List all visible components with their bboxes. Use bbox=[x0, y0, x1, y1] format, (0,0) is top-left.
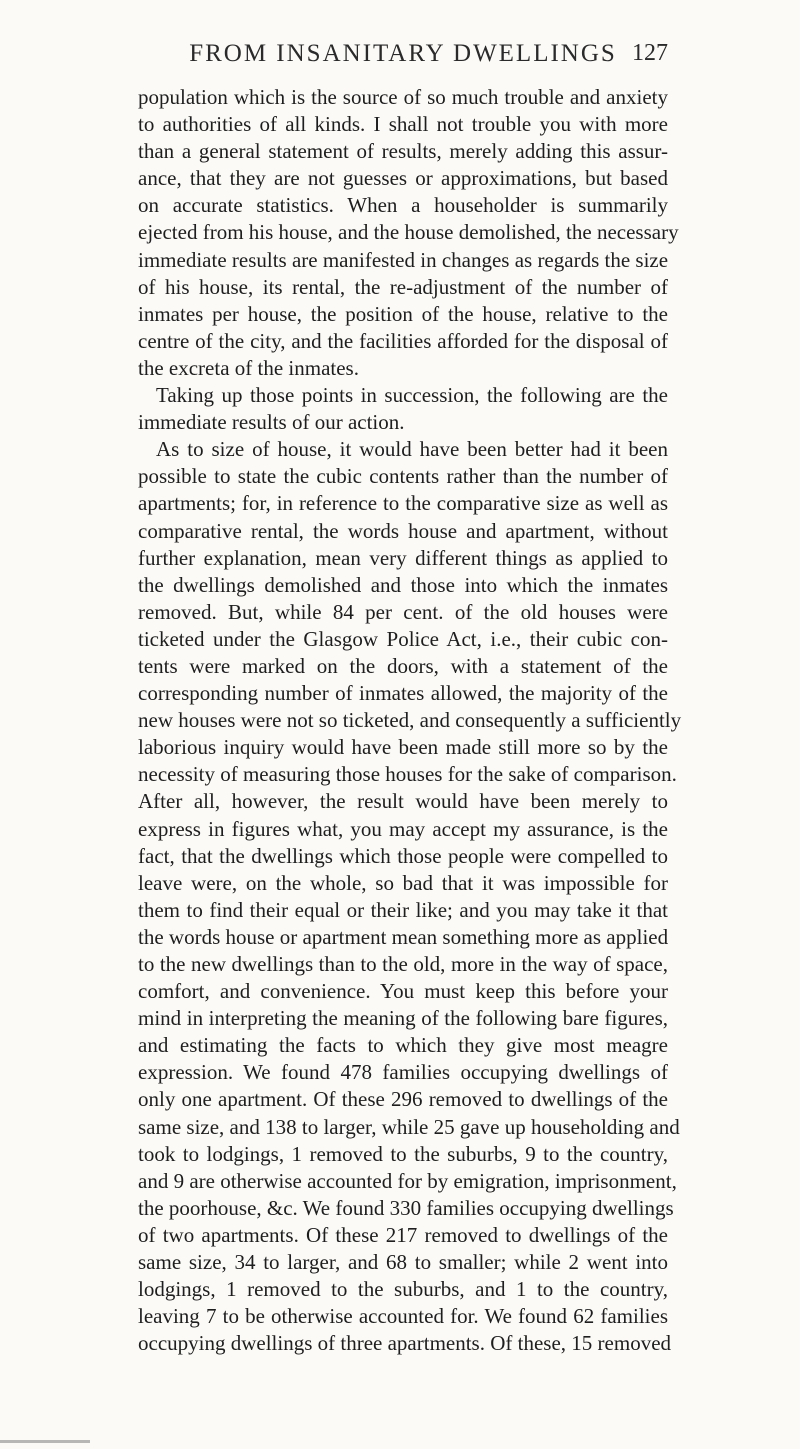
text-line: leaving 7 to be otherwise accounted for. We found 62 families bbox=[138, 1304, 668, 1329]
text-line: immediate results are manifested in changes as regards the size bbox=[138, 247, 669, 272]
text-line: corresponding number of inmates allowed, the majority of the bbox=[138, 681, 668, 706]
text-line: necessity of measuring those houses for the sake of comparison. bbox=[138, 762, 677, 787]
text-line: tents were marked on the doors, with a statement of the bbox=[138, 653, 668, 678]
text-line: express in figures what, you may accept my assurance, is the bbox=[138, 816, 668, 841]
text-line: of two apartments. Of these 217 removed to dwellings of the bbox=[138, 1222, 668, 1247]
text-line: of his house, its rental, the re-adjustment of the number of bbox=[138, 274, 668, 299]
text-line: removed. But, while 84 per cent. of the old houses were bbox=[138, 599, 668, 624]
text-line: expression. We found 478 families occupying dwellings of bbox=[138, 1060, 668, 1085]
text-line: than a general statement of results, merely adding this assur- bbox=[138, 139, 668, 164]
text-line: comfort, and convenience. You must keep this before your bbox=[138, 979, 668, 1004]
text-line: possible to state the cubic contents rather than the number of bbox=[138, 464, 668, 489]
text-line: laborious inquiry would have been made still more so by the bbox=[138, 735, 668, 760]
text-line: immediate results of our action. bbox=[138, 410, 405, 435]
text-line: took to lodgings, 1 removed to the suburbs, 9 to the country, bbox=[138, 1141, 668, 1166]
text-line: After all, however, the result would have been merely to bbox=[138, 789, 668, 814]
text-line: to the new dwellings than to the old, more in the way of space, bbox=[138, 952, 668, 976]
text-line: comparative rental, the words house and apartment, without bbox=[138, 518, 668, 543]
text-line: inmates per house, the position of the house, relative to the bbox=[138, 301, 668, 326]
text-line: ance, that they are not guesses or approximations, but based bbox=[138, 166, 668, 191]
text-line: apartments; for, in reference to the comparative size as well as bbox=[138, 491, 668, 516]
text-line: the excreta of the inmates. bbox=[138, 355, 359, 380]
text-line: the dwellings demolished and those into which the inmates bbox=[138, 572, 668, 597]
page-number: 127 bbox=[632, 40, 668, 66]
running-head: FROM INSANITARY DWELLINGS bbox=[189, 40, 617, 67]
text-line: the words house or apartment mean something more as applied bbox=[138, 924, 669, 949]
text-line: and estimating the facts to which they give most meagre bbox=[138, 1033, 668, 1058]
text-line: same size, 34 to larger, and 68 to smaller; while 2 went into bbox=[138, 1250, 668, 1275]
paragraph-start-line: As to size of house, it would have been better had it been bbox=[156, 437, 668, 462]
text-line: ejected from his house, and the house demolished, the necessary bbox=[138, 220, 679, 245]
text-line: and 9 are otherwise accounted for by emigration, imprisonment, bbox=[138, 1168, 677, 1193]
text-line: further explanation, mean very different things as applied to bbox=[138, 545, 668, 570]
text-line: mind in interpreting the meaning of the following bare figures, bbox=[138, 1006, 668, 1031]
text-line: lodgings, 1 removed to the suburbs, and 1 to the country, bbox=[138, 1277, 668, 1302]
text-line: population which is the source of so much trouble and anxiety bbox=[138, 85, 668, 109]
text-line: occupying dwellings of three apartments. Of these, 15 removed bbox=[138, 1331, 672, 1356]
text-line: centre of the city, and the facilities afforded for the disposal of bbox=[138, 328, 668, 353]
text-line: on accurate statistics. When a householder is summarily bbox=[138, 193, 668, 218]
text-line: leave were, on the whole, so bad that it was impossible for bbox=[138, 870, 668, 895]
text-line: the poorhouse, &c. We found 330 families occupying dwellings bbox=[138, 1195, 674, 1220]
text-line: new houses were not so ticketed, and consequently a sufficiently bbox=[138, 708, 682, 733]
text-line: fact, that the dwellings which those people were compelled to bbox=[138, 843, 668, 868]
body-text bbox=[138, 84, 682, 1357]
text-line: to authorities of all kinds. I shall not trouble you with more bbox=[138, 112, 668, 137]
page-header bbox=[138, 40, 668, 76]
paragraph-start-line: Taking up those points in succession, the following are the bbox=[156, 383, 668, 408]
text-line: only one apartment. Of these 296 removed to dwellings of the bbox=[138, 1087, 668, 1112]
text-line: them to find their equal or their like; and you may take it that bbox=[138, 897, 668, 922]
text-line: same size, and 138 to larger, while 25 gave up householding and bbox=[138, 1114, 680, 1139]
scan-edge-mark bbox=[0, 1440, 90, 1443]
text-line: ticketed under the Glasgow Police Act, i.e., their cubic con- bbox=[138, 626, 668, 651]
